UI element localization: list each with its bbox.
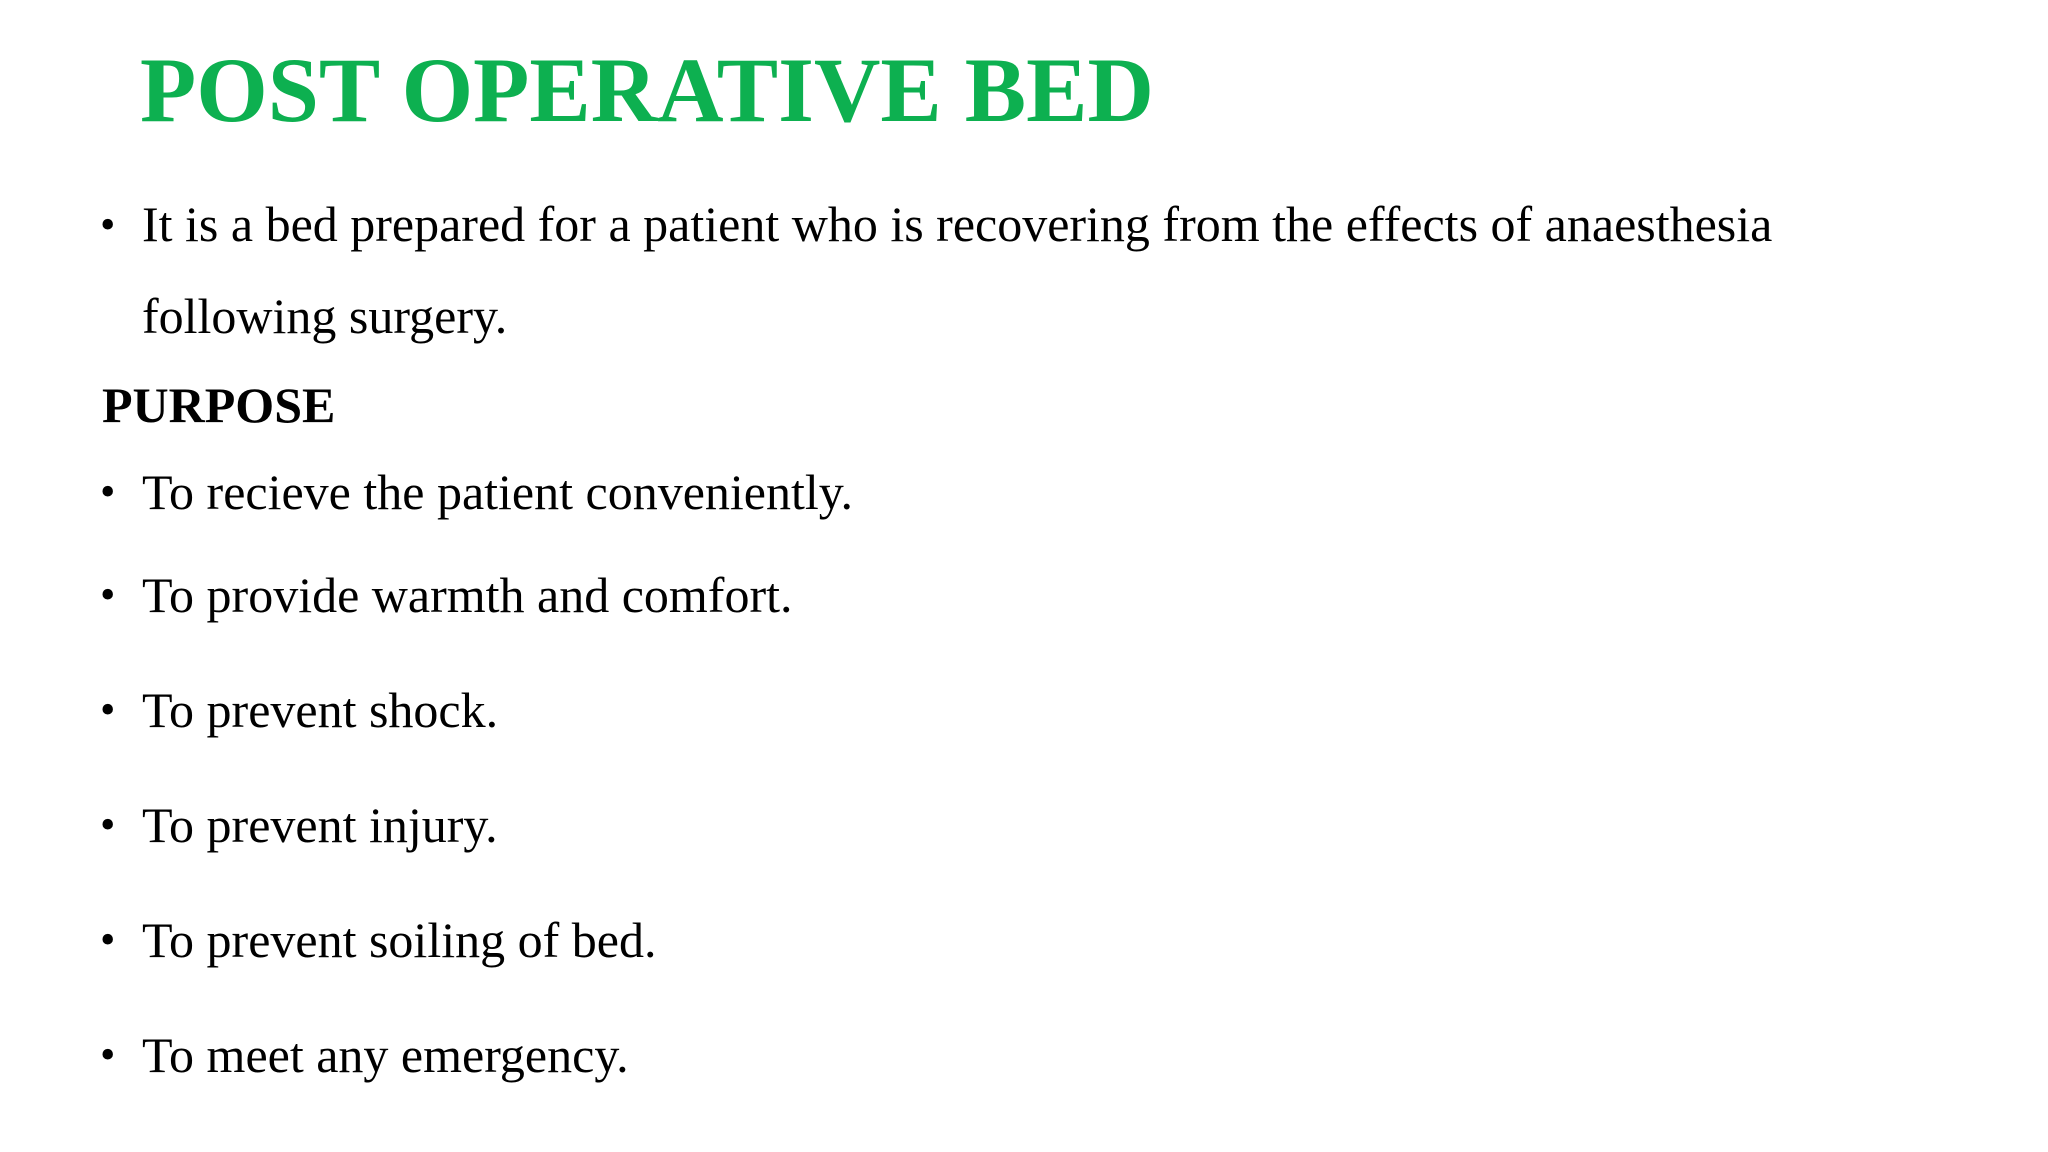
purpose-item-text: To prevent injury. <box>142 797 498 853</box>
bullet-dot: • <box>100 915 116 964</box>
purpose-item-text: To prevent soiling of bed. <box>142 912 657 968</box>
bullet-dot: • <box>100 570 116 619</box>
bullet-dot: • <box>100 800 116 849</box>
intro-line-2: following surgery. <box>142 288 508 344</box>
purpose-item-text: To recieve the patient conveniently. <box>142 464 854 520</box>
purpose-item-text: To meet any emergency. <box>142 1027 629 1083</box>
bullet-dot: • <box>100 1030 116 1079</box>
bullet-dot: • <box>100 200 116 249</box>
slide-title: POST OPERATIVE BED <box>140 39 1154 141</box>
bullet-dot: • <box>100 685 116 734</box>
purpose-item-text: To provide warmth and comfort. <box>142 567 793 623</box>
purpose-heading: PURPOSE <box>102 377 336 433</box>
purpose-item-text: To prevent shock. <box>142 682 499 738</box>
intro-text <box>142 178 1772 362</box>
intro-line-1: It is a bed prepared for a patient who is recovering from the effects of anaesthesia <box>142 196 1773 252</box>
bullet-dot: • <box>100 467 116 516</box>
